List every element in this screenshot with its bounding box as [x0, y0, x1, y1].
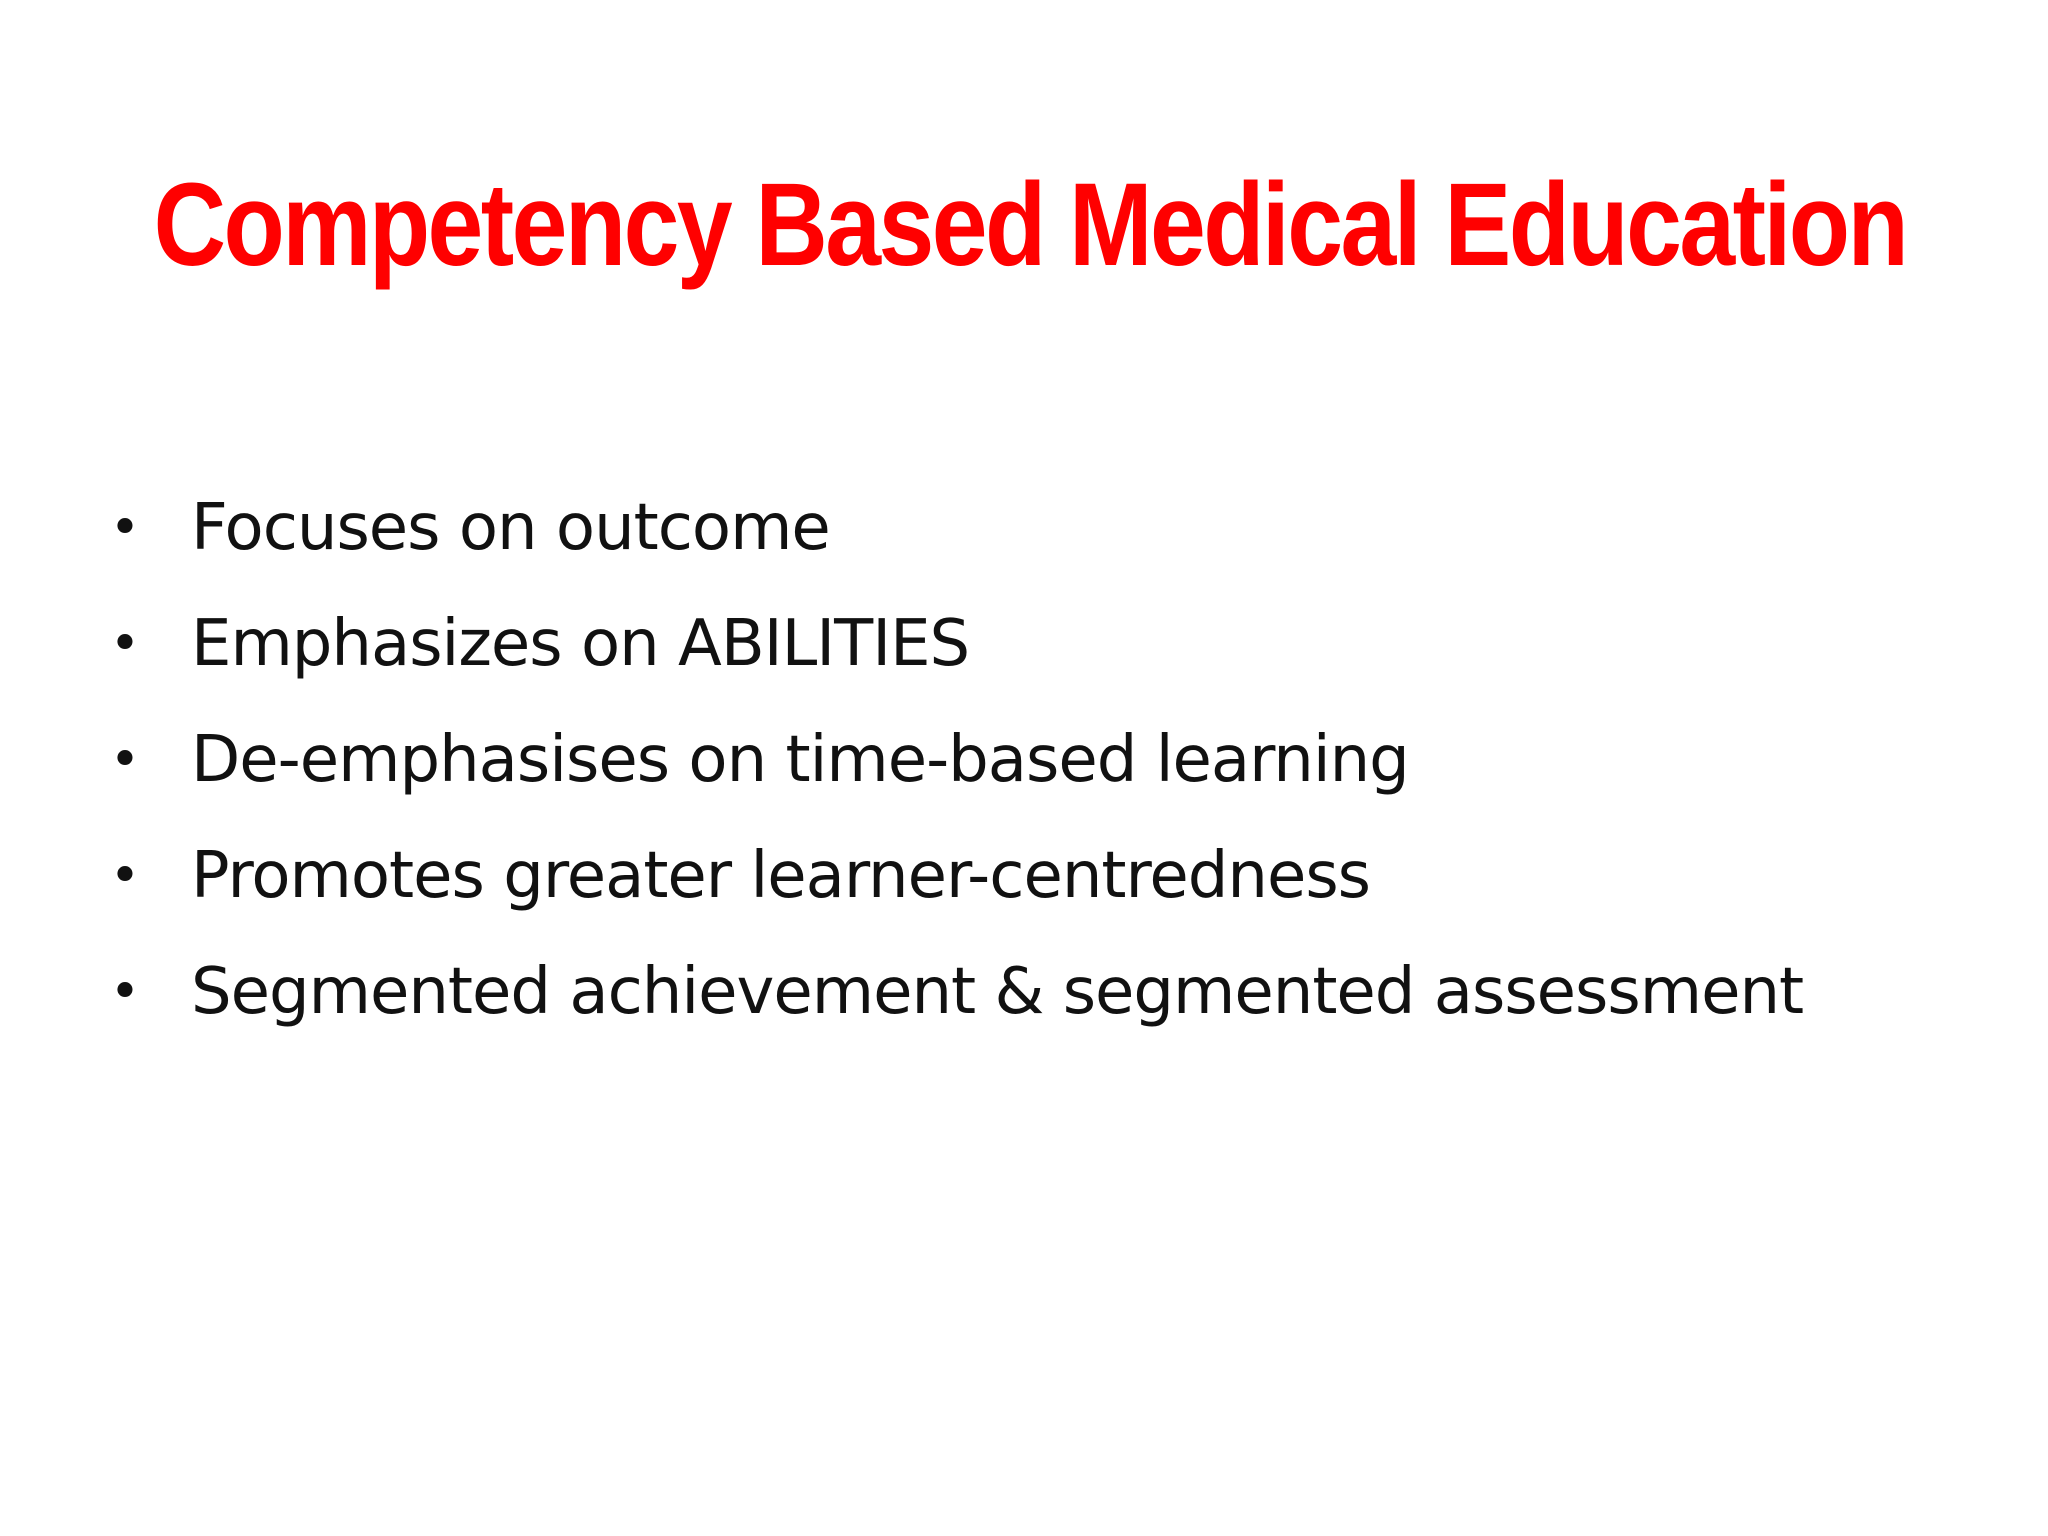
bullet-text: De-emphasises on time-based learning	[191, 723, 1409, 797]
bullet-point-icon: •	[109, 498, 141, 558]
bullet-item	[105, 586, 2005, 702]
bullet-point-icon: •	[109, 846, 141, 906]
bullet-item	[105, 702, 2005, 818]
slide-title: Competency Based Medical Education	[153, 159, 1907, 291]
bullet-item	[105, 470, 2005, 586]
bullet-text: Promotes greater learner-centredness	[191, 839, 1370, 913]
bullet-point-icon: •	[109, 962, 141, 1022]
bullet-item	[105, 818, 2005, 934]
bullet-point-icon: •	[109, 730, 141, 790]
bullet-list	[105, 470, 2005, 1050]
bullet-item	[105, 934, 2005, 1050]
bullet-text: Focuses on outcome	[191, 491, 830, 565]
bullet-text: Emphasizes on ABILITIES	[191, 607, 970, 681]
bullet-text: Segmented achievement & segmented assessment	[191, 955, 1804, 1029]
bullet-point-icon: •	[109, 614, 141, 674]
